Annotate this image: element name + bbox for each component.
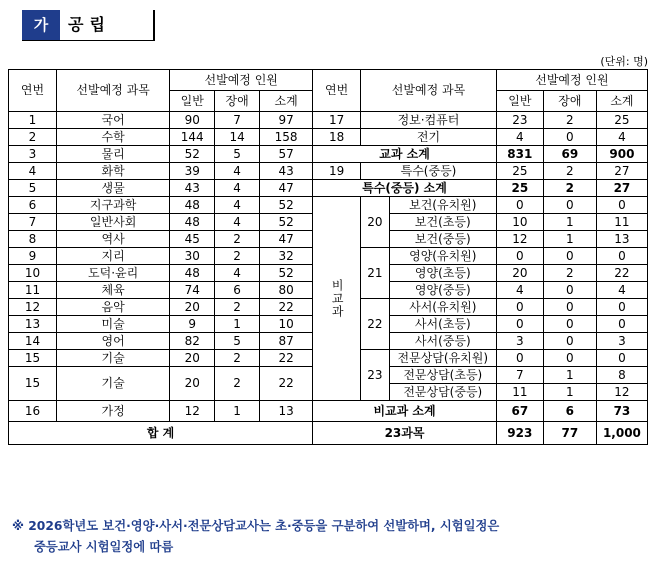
row-general: 0: [496, 350, 543, 367]
row-general: 20: [170, 299, 215, 316]
row-disabled: 5: [215, 146, 260, 163]
row-general: 52: [170, 146, 215, 163]
row-subtotal: 22: [260, 299, 313, 316]
table-row: [9, 197, 648, 214]
row-subtotal: 52: [260, 197, 313, 214]
row-subtotal: 3: [596, 333, 647, 350]
nonsubject-total-label: 비교과 소계: [313, 401, 497, 422]
row-subtotal: 0: [596, 248, 647, 265]
section-header: [22, 10, 154, 40]
row-general: 30: [170, 248, 215, 265]
row-disabled: 4: [215, 214, 260, 231]
row-no: 4: [9, 163, 57, 180]
row-no: 13: [9, 316, 57, 333]
row-subject: 특수(중등): [361, 163, 497, 180]
row-subject: 미술: [56, 316, 169, 333]
row-general: 0: [496, 316, 543, 333]
row-subtotal: 32: [260, 248, 313, 265]
row-subtotal: 57: [260, 146, 313, 163]
row-general: 9: [170, 316, 215, 333]
row-subtotal: 10: [260, 316, 313, 333]
row-general: 39: [170, 163, 215, 180]
row-subtotal: 27: [596, 163, 647, 180]
header-subject: 선발예정 과목: [56, 70, 169, 112]
table-row: [9, 146, 648, 163]
row-disabled: 0: [543, 333, 596, 350]
row-subtotal: 73: [596, 401, 647, 422]
row-general: 45: [170, 231, 215, 248]
row-disabled: 1: [215, 316, 260, 333]
row-general: 831: [496, 146, 543, 163]
row-subject: 보건(유치원): [389, 197, 496, 214]
group-no: 20: [361, 197, 390, 248]
row-subject: 지구과학: [56, 197, 169, 214]
row-disabled: 1: [543, 231, 596, 248]
row-disabled: 2: [215, 299, 260, 316]
row-disabled: 69: [543, 146, 596, 163]
row-disabled: 2: [215, 350, 260, 367]
row-subject: 영어: [56, 333, 169, 350]
special-total-label: 특수(중등) 소계: [313, 180, 497, 197]
row-disabled: 6: [215, 282, 260, 299]
row-general: 20: [496, 265, 543, 282]
row-general: 20: [170, 350, 215, 367]
row-disabled: 1: [543, 367, 596, 384]
row-general: 20: [170, 367, 215, 401]
header-underline: [22, 40, 154, 41]
row-general: 144: [170, 129, 215, 146]
row-subject: 일반사회: [56, 214, 169, 231]
row-subtotal: 87: [260, 333, 313, 350]
row-subject: 생물: [56, 180, 169, 197]
row-general: 82: [170, 333, 215, 350]
row-no: 6: [9, 197, 57, 214]
row-disabled: 1: [215, 401, 260, 422]
row-no: 9: [9, 248, 57, 265]
row-subtotal: 47: [260, 180, 313, 197]
row-disabled: 2: [215, 367, 260, 401]
row-subject: 지리: [56, 248, 169, 265]
row-disabled: 0: [543, 299, 596, 316]
row-subtotal: 900: [596, 146, 647, 163]
group-no: 22: [361, 299, 390, 350]
row-subtotal: 13: [596, 231, 647, 248]
row-subject: 물리: [56, 146, 169, 163]
row-subject: 도덕·윤리: [56, 265, 169, 282]
row-subject: 화학: [56, 163, 169, 180]
header-edge: [153, 10, 155, 41]
row-subtotal: 4: [596, 129, 647, 146]
table-row: [9, 163, 648, 180]
row-no: 3: [9, 146, 57, 163]
row-general: 48: [170, 265, 215, 282]
row-disabled: 2: [215, 248, 260, 265]
header-quota-right: 선발예정 인원: [496, 70, 647, 91]
header-general-right: 일반: [496, 91, 543, 112]
row-subject: 수학: [56, 129, 169, 146]
row-disabled: 0: [543, 197, 596, 214]
row-general: 7: [496, 367, 543, 384]
quota-table: [8, 69, 648, 445]
row-general: 90: [170, 112, 215, 129]
row-disabled: 4: [215, 180, 260, 197]
row-subtotal: 52: [260, 214, 313, 231]
row-subject: 기술: [56, 350, 169, 367]
row-no: 12: [9, 299, 57, 316]
row-disabled: 2: [543, 265, 596, 282]
section-badge: 가: [22, 10, 60, 40]
group-no: 21: [361, 248, 390, 299]
row-subject: 보건(중등): [389, 231, 496, 248]
row-subtotal: 0: [596, 316, 647, 333]
row-subject: 사서(중등): [389, 333, 496, 350]
row-no: 17: [313, 112, 361, 129]
row-disabled: 0: [543, 248, 596, 265]
row-disabled: 4: [215, 197, 260, 214]
row-general: 0: [496, 197, 543, 214]
row-general: 4: [496, 129, 543, 146]
row-subtotal: 0: [596, 299, 647, 316]
subject-total-label: 교과 소계: [313, 146, 497, 163]
row-no: 16: [9, 401, 57, 422]
row-general: 11: [496, 384, 543, 401]
unit-label: (단위: 명): [600, 55, 648, 68]
header-disabled: 장애: [215, 91, 260, 112]
grand-total-label: 합 계: [9, 422, 313, 445]
row-subtotal: 11: [596, 214, 647, 231]
table-row: [9, 180, 648, 197]
row-subtotal: 47: [260, 231, 313, 248]
header-subject-right: 선발예정 과목: [361, 70, 497, 112]
row-no: 1: [9, 112, 57, 129]
row-subtotal: 52: [260, 265, 313, 282]
header-subtotal: 소계: [260, 91, 313, 112]
row-disabled: 4: [215, 163, 260, 180]
row-subtotal: 0: [596, 197, 647, 214]
row-disabled: 0: [543, 282, 596, 299]
row-subject: 가정: [56, 401, 169, 422]
row-no: 14: [9, 333, 57, 350]
row-disabled: 7: [215, 112, 260, 129]
header-disabled-right: 장애: [543, 91, 596, 112]
row-no: 15: [9, 350, 57, 367]
row-general: 3: [496, 333, 543, 350]
row-no: 10: [9, 265, 57, 282]
row-disabled: 4: [215, 265, 260, 282]
row-subject: 보건(초등): [389, 214, 496, 231]
header-no: 연번: [9, 70, 57, 112]
row-subtotal: 4: [596, 282, 647, 299]
row-general: 0: [496, 248, 543, 265]
row-subject: 국어: [56, 112, 169, 129]
row-subject: 전문상담(초등): [389, 367, 496, 384]
row-subtotal: 80: [260, 282, 313, 299]
table-row: [9, 401, 648, 422]
row-subtotal: 22: [596, 265, 647, 282]
row-disabled: 0: [543, 316, 596, 333]
row-subject: 전문상담(유치원): [389, 350, 496, 367]
row-subject: 역사: [56, 231, 169, 248]
row-general: 48: [170, 214, 215, 231]
row-disabled: 2: [543, 163, 596, 180]
row-no: 18: [313, 129, 361, 146]
row-disabled: 2: [543, 180, 596, 197]
header-quota: 선발예정 인원: [170, 70, 313, 91]
nonsubject-label: 비교과: [313, 197, 361, 401]
footnote-line1: ※ 2026학년도 보건·영양·사서·전문상담교사는 초·중등을 구분하여 선발하며, 시험일정은: [12, 519, 500, 533]
row-subject: 영양(중등): [389, 282, 496, 299]
row-subtotal: 158: [260, 129, 313, 146]
row-disabled: 1: [543, 214, 596, 231]
row-subject: 영양(초등): [389, 265, 496, 282]
row-general: 0: [496, 299, 543, 316]
row-general: 10: [496, 214, 543, 231]
row-general: 67: [496, 401, 543, 422]
row-subtotal: 22: [260, 350, 313, 367]
footnote: [12, 516, 652, 558]
row-disabled: 14: [215, 129, 260, 146]
header-subtotal-right: 소계: [596, 91, 647, 112]
row-subject: 전문상담(중등): [389, 384, 496, 401]
row-subtotal: 27: [596, 180, 647, 197]
row-no: 15: [9, 367, 57, 401]
row-no: 7: [9, 214, 57, 231]
row-general: 25: [496, 180, 543, 197]
row-subject: 음악: [56, 299, 169, 316]
row-subtotal: 97: [260, 112, 313, 129]
row-subject: 정보·컴퓨터: [361, 112, 497, 129]
group-no: 23: [361, 350, 390, 401]
row-disabled: 0: [543, 350, 596, 367]
row-disabled: 6: [543, 401, 596, 422]
row-subtotal: 8: [596, 367, 647, 384]
row-subject: 사서(유치원): [389, 299, 496, 316]
row-no: 19: [313, 163, 361, 180]
row-no: 8: [9, 231, 57, 248]
row-no: 5: [9, 180, 57, 197]
row-subtotal: 0: [596, 350, 647, 367]
row-general: 74: [170, 282, 215, 299]
row-general: 12: [496, 231, 543, 248]
row-general: 48: [170, 197, 215, 214]
row-disabled: 1: [543, 384, 596, 401]
table-row: [9, 112, 648, 129]
row-general: 12: [170, 401, 215, 422]
header-general: 일반: [170, 91, 215, 112]
row-no: 11: [9, 282, 57, 299]
row-disabled: 0: [543, 129, 596, 146]
row-general: 43: [170, 180, 215, 197]
row-subtotal: 25: [596, 112, 647, 129]
grand-total-subtotal: 1,000: [596, 422, 647, 445]
grand-total-count: 23과목: [313, 422, 497, 445]
row-subtotal: 12: [596, 384, 647, 401]
row-subtotal: 13: [260, 401, 313, 422]
row-general: 25: [496, 163, 543, 180]
row-subtotal: 43: [260, 163, 313, 180]
row-general: 4: [496, 282, 543, 299]
row-subject: 체육: [56, 282, 169, 299]
row-subject: 사서(초등): [389, 316, 496, 333]
row-general: 23: [496, 112, 543, 129]
header-no-right: 연번: [313, 70, 361, 112]
row-subject: 전기: [361, 129, 497, 146]
row-disabled: 2: [543, 112, 596, 129]
footnote-line2: 중등교사 시험일정에 따름: [34, 540, 174, 554]
table-row: [9, 422, 648, 445]
row-disabled: 2: [215, 231, 260, 248]
table-row: [9, 129, 648, 146]
row-subject: 기술: [56, 367, 169, 401]
row-no: 2: [9, 129, 57, 146]
section-title: 공립: [68, 15, 111, 34]
grand-total-general: 923: [496, 422, 543, 445]
row-disabled: 5: [215, 333, 260, 350]
row-subject: 영양(유치원): [389, 248, 496, 265]
row-subtotal: 22: [260, 367, 313, 401]
grand-total-disabled: 77: [543, 422, 596, 445]
